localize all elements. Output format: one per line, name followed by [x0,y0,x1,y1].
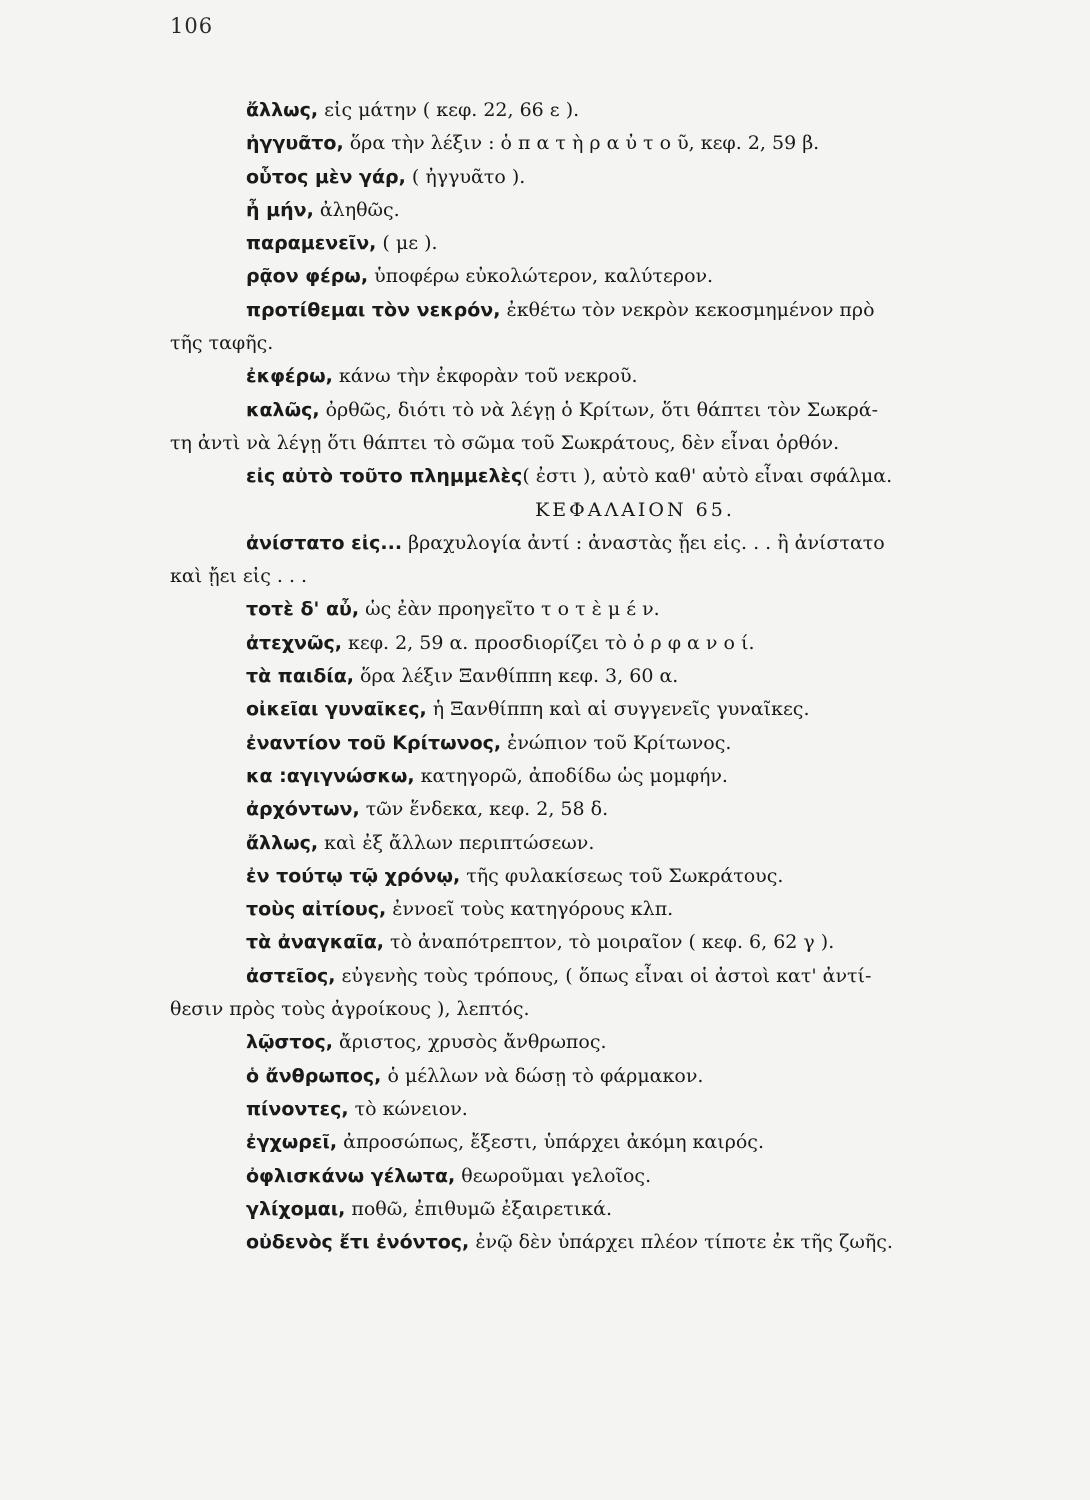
entry-gloss: τῆς φυλακίσεως τοῦ Σωκράτους. [460,864,784,887]
glossary-entry [170,227,1060,260]
chapter-heading: ΚΕΦΑΛΑΙΟΝ 65. [535,498,735,521]
glossary-entry [170,260,1060,293]
entry-gloss: ποθῶ, ἐπιθυμῶ ἐξαιρετικά. [345,1197,612,1220]
glossary-entry [170,127,1060,160]
entry-gloss: ὑποφέρω εὐκολώτερον, καλύτερον. [368,265,714,288]
entry-gloss: κεφ. 2, 59 α. προσδιορίζει τὸ ὀ ρ φ α ν ο ί. [341,631,755,654]
entry-lemma: τὰ παιδία, [246,665,355,688]
glossary-entry [170,693,1060,726]
glossary-entry [170,194,1060,227]
glossary-entry [170,860,1060,893]
glossary-entry [170,760,1060,793]
entry-gloss: καὶ ἐξ ἄλλων περιπτώσεων. [318,831,595,854]
entry-gloss-continued: καὶ ᾔει εἰς . . . [170,565,308,588]
entry-lemma: ἐκφέρω, [246,365,333,388]
entry-lemma: τοτὲ δ' αὖ, [246,598,360,621]
page-number: 106 [170,14,214,38]
entry-lemma: ἦ μήν, [246,198,314,221]
entry-lemma: παραμενεῖν, [246,232,377,255]
glossary-entry [170,893,1060,926]
glossary-entry [170,727,1060,760]
glossary-entry [170,1226,1060,1259]
glossary-entry [170,627,1060,660]
entry-gloss: ἐνῷ δὲν ὑπάρχει πλέον τίποτε ἐκ τῆς ζωῆς. [469,1231,893,1254]
entry-lemma: ἀτεχνῶς, [246,631,342,654]
glossary-entry [170,660,1060,693]
glossary-entry [170,527,1060,594]
entry-gloss: κάνω τὴν ἐκφορὰν τοῦ νεκροῦ. [332,365,638,388]
entry-lemma: ἐναντίον τοῦ Κρίτωνος, [246,731,502,754]
glossary-entry [170,793,1060,826]
glossary-entry [170,593,1060,626]
entry-lemma: προτίθεμαι τὸν νεκρόν, [246,298,501,321]
entry-lemma: γλίχομαι, [246,1197,346,1220]
entry-lemma: ἀνίστατο εἰς... [246,531,403,554]
entry-gloss: βραχυλογία ἀντί : ἀναστὰς ᾔει εἰς. . . ἢ ἀνίστατο [402,531,885,554]
entry-lemma: οἰκεῖαι γυναῖκες, [246,698,427,721]
entry-gloss: ἄριστος, χρυσὸς ἄνθρωπος. [333,1031,607,1054]
entry-lemma: λῷστος, [246,1031,333,1054]
entry-gloss: ὅρα τὴν λέξιν : ὁ π α τ ὴ ρ α ὐ τ ο ῦ, κεφ. 2, 59 β. [343,132,820,155]
entry-gloss: ἡ Ξανθίππη καὶ αἱ συγγενεῖς γυναῖκες. [426,698,810,721]
entry-lemma: τοὺς αἰτίους, [246,898,387,921]
entry-gloss: ὅρα λέξιν Ξανθίππη κεφ. 3, 60 α. [354,665,679,688]
entry-gloss: ἐννοεῖ τοὺς κατηγόρους κλπ. [386,898,674,921]
entry-gloss: ἀληθῶς. [313,198,400,221]
entry-lemma: πίνοντες, [246,1097,349,1120]
entry-lemma: οὗτος μὲν γάρ, [246,165,406,188]
entry-lemma: ὁ ἄνθρωπος, [246,1064,382,1087]
entry-gloss: εἰς μάτην ( κεφ. 22, 66 ε ). [318,99,580,121]
entry-gloss: εὐγενὴς τοὺς τρόπους, ( ὅπως εἶναι οἱ ἀστοὶ κατ' ἀντί- [335,964,872,987]
entry-lemma: ρᾷον φέρω, [246,265,369,288]
entry-lemma: εἰς αὐτὸ τοῦτο πλημμελὲς [246,465,523,488]
entry-gloss: τῶν ἕνδεκα, κεφ. 2, 58 δ. [359,798,609,821]
entry-lemma: ἐγχωρεῖ, [246,1131,338,1154]
entry-lemma: ἐν τούτῳ τῷ χρόνῳ, [246,864,461,887]
entry-gloss-continued: τῆς ταφῆς. [170,332,274,355]
glossary-entry [170,1193,1060,1226]
glossary-entry [170,1093,1060,1126]
glossary-entries [170,94,1060,1259]
entry-gloss: ἐκθέτω τὸν νεκρὸν κεκοσμημένον πρὸ [500,298,875,321]
glossary-entry [170,394,1060,461]
glossary-entry [170,294,1060,361]
entry-lemma: ὀφλισκάνω γέλωτα, [246,1164,456,1187]
entry-lemma: ἄλλως, [246,99,319,121]
entry-lemma: καλῶς, [246,398,320,421]
entry-lemma: ἄλλως, [246,831,319,854]
entry-gloss: ἀπροσώπως, ἔξεστι, ὑπάρχει ἀκόμη καιρός. [337,1131,764,1154]
glossary-entry [170,1126,1060,1159]
entry-lemma: ἠγγυᾶτο, [246,132,344,155]
entry-gloss: θεωροῦμαι γελοῖος. [455,1164,652,1187]
entry-lemma: οὐδενὸς ἔτι ἐνόντος, [246,1231,470,1254]
entry-lemma: κα :αγιγνώσκω, [246,764,415,787]
glossary-entry [170,360,1060,393]
glossary-entry [170,94,1060,127]
entry-gloss: ( ἐστι ), αὐτὸ καθ' αὐτὸ εἶναι σφάλμα. [522,465,893,488]
glossary-entry [170,926,1060,959]
glossary-entry [170,960,1060,1027]
entry-gloss: ( με ). [376,232,438,255]
entry-gloss: τὸ κώνειον. [348,1097,468,1120]
entry-lemma: τὰ ἀναγκαῖα, [246,931,385,954]
glossary-entry [170,1060,1060,1093]
glossary-entry [170,1026,1060,1059]
entry-gloss: κατηγορῶ, ἀποδίδω ὡς μομφήν. [414,764,728,787]
entry-gloss-continued: θεσιν πρὸς τοὺς ἀγροίκους ), λεπτός. [170,998,530,1021]
entry-gloss: ὀρθῶς, διότι τὸ νὰ λέγῃ ὁ Κρίτων, ὅτι θάπτει τὸν Σωκρά- [319,398,879,421]
entry-gloss: ( ἠγγυᾶτο ). [405,165,526,188]
entry-gloss: ἐνώπιον τοῦ Κρίτωνος. [501,731,732,754]
entry-gloss: ὁ μέλλων νὰ δώσῃ τὸ φάρμακον. [381,1064,704,1087]
glossary-entry [170,827,1060,860]
glossary-entry [170,161,1060,194]
entry-gloss: ὡς ἐὰν προηγεῖτο τ ο τ ὲ μ έ ν. [359,598,660,621]
glossary-entry [170,460,1060,493]
entry-gloss-continued: τη ἀντὶ νὰ λέγῃ ὅτι θάπτει τὸ σῶμα τοῦ Σωκράτους, δὲν εἶναι ὀρθόν. [170,431,840,454]
entry-lemma: ἀρχόντων, [246,798,360,821]
entry-gloss: τὸ ἀναπότρεπτον, τὸ μοιραῖον ( κεφ. 6, 62 γ ). [384,931,835,954]
glossary-entry [170,1160,1060,1193]
entry-lemma: ἀστεῖος, [246,964,336,987]
